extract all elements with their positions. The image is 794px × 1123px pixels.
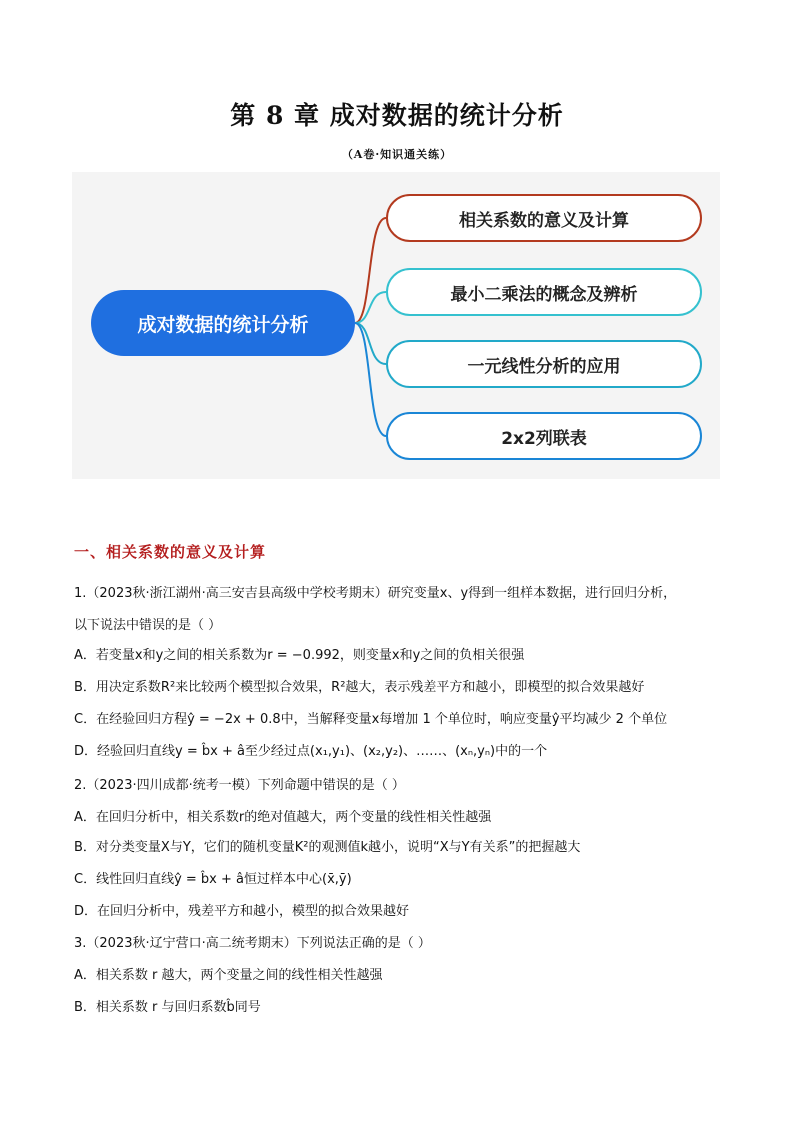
q1-option-d: D．经验回归直线y = b̂x + â至少经过点(x₁,y₁)、(x₂,y₂)、……、(xₙ,yₙ)中的一个 <box>74 744 548 759</box>
q1-option-b: B．用决定系数R²来比较两个模型拟合效果，R²越大，表示残差平方和越小，即模型的拟合效果越好 <box>74 680 645 695</box>
branch-contingency-table: 2x2列联表 <box>386 412 702 460</box>
q2-stem: 2.（2023·四川成都·统考一模）下列命题中错误的是（ ） <box>74 778 405 793</box>
q2-option-b: B．对分类变量X与Y，它们的随机变量K²的观测值k越小，说明“X与Y有关系”的把握越大 <box>74 840 581 855</box>
q2-option-d: D．在回归分析中，残差平方和越小，模型的拟合效果越好 <box>74 904 410 919</box>
section-heading: 一、相关系数的意义及计算 <box>74 543 267 561</box>
page-subtitle: （A卷·知识通关练） <box>341 148 453 161</box>
branch-least-squares: 最小二乘法的概念及辨析 <box>386 268 702 316</box>
mind-map-root: 成对数据的统计分析 <box>91 290 355 356</box>
page-title: 第 8 章 成对数据的统计分析 <box>230 101 564 130</box>
q3-stem: 3.（2023秋·辽宁营口·高二统考期末）下列说法正确的是（ ） <box>74 936 431 951</box>
q1-stem-line2: 以下说法中错误的是（ ） <box>74 618 222 633</box>
connector-4 <box>355 323 386 436</box>
branch-linear-regression-application: 一元线性分析的应用 <box>386 340 702 388</box>
q1-stem-line1: 1.（2023秋·浙江湖州·高三安吉县高级中学校考期末）研究变量x、y得到一组样本数据，进行回归分析， <box>74 586 677 601</box>
q3-option-b: B．相关系数 r 与回归系数b̂同号 <box>74 1000 261 1015</box>
q1-option-a: A．若变量x和y之间的相关系数为r = −0.992，则变量x和y之间的负相关很强 <box>74 648 525 663</box>
mind-map <box>72 172 720 479</box>
branch-correlation-coefficient: 相关系数的意义及计算 <box>386 194 702 242</box>
q3-option-a: A．相关系数 r 越大，两个变量之间的线性相关性越强 <box>74 968 383 983</box>
q2-option-a: A．在回归分析中，相关系数r的绝对值越大，两个变量的线性相关性越强 <box>74 810 492 825</box>
q1-option-c: C．在经验回归方程ŷ = −2x + 0.8中，当解释变量x每增加 1 个单位时，响应变量ŷ平均减少 2 个单位 <box>74 712 668 727</box>
connector-3 <box>355 323 386 364</box>
q2-option-c: C．线性回归直线ŷ = b̂x + â恒过样本中心(x̄,ȳ) <box>74 872 352 887</box>
